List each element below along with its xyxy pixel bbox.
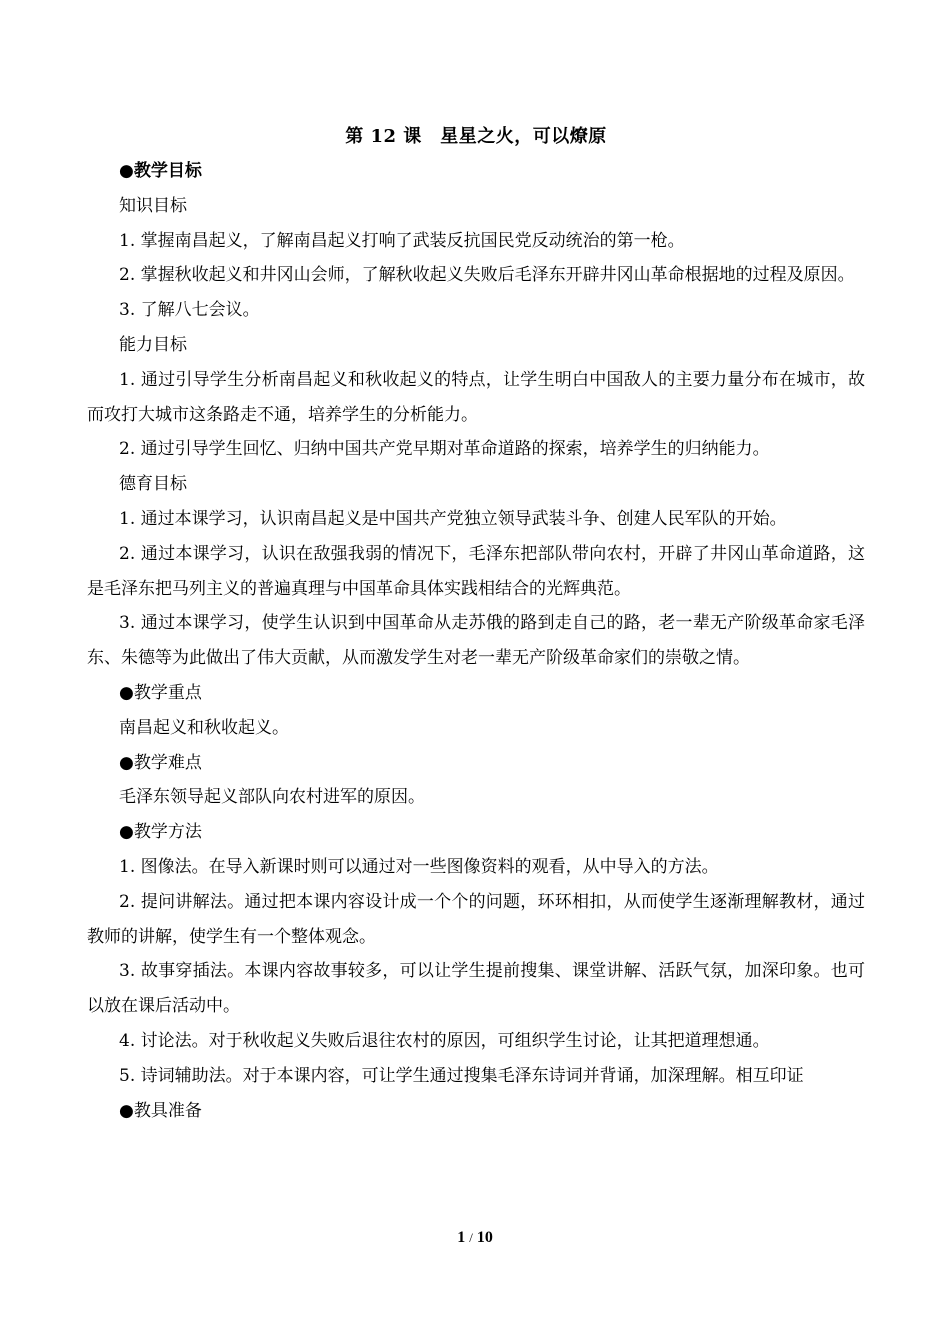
paragraph: 2. 提问讲解法。通过把本课内容设计成一个个的问题，环环相扣，从而使学生逐渐理解教材，通过教师的讲解，使学生有一个整体观念。 (87, 891, 865, 947)
paragraph: 1. 掌握南昌起义，了解南昌起义打响了武装反抗国民党反动统治的第一枪。 (119, 230, 685, 251)
page-number (0, 1226, 950, 1250)
lesson-title: 第 12 课 星星之火，可以燎原 (345, 126, 607, 147)
section-heading-key-points: ●教学重点 (119, 682, 202, 703)
document-body (87, 124, 865, 1128)
section-heading-teaching-goals: ●教学目标 (119, 161, 202, 181)
section-heading-teaching-aids: ●教具准备 (119, 1100, 202, 1121)
total-pages: 10 (476, 1229, 493, 1246)
subheading-ability-goals: 能力目标 (119, 334, 187, 355)
paragraph: 3. 故事穿插法。本课内容故事较多，可以让学生提前搜集、课堂讲解、活跃气氛，加深印象。也可以放在课后活动中。 (87, 961, 865, 1017)
paragraph: 1. 通过本课学习，认识南昌起义是中国共产党独立领导武装斗争、创建人民军队的开始。 (119, 508, 787, 529)
paragraph: 毛泽东领导起义部队向农村进军的原因。 (119, 787, 425, 808)
paragraph: 1. 通过引导学生分析南昌起义和秋收起义的特点，让学生明白中国敌人的主要力量分布在城市，故而攻打大城市这条路走不通，培养学生的分析能力。 (87, 369, 865, 425)
paragraph: 南昌起义和秋收起义。 (119, 717, 289, 738)
section-heading-teaching-methods: ●教学方法 (119, 822, 202, 843)
paragraph: 2. 掌握秋收起义和井冈山会师，了解秋收起义失败后毛泽东开辟井冈山革命根据地的过程及原因。 (119, 265, 855, 286)
current-page: 1 (457, 1229, 466, 1246)
page-separator: / (469, 1230, 473, 1245)
paragraph: 2. 通过引导学生回忆、归纳中国共产党早期对革命道路的探索，培养学生的归纳能力。 (119, 439, 770, 460)
paragraph: 3. 通过本课学习，使学生认识到中国革命从走苏俄的路到走自己的路，老一辈无产阶级革命家毛泽东、朱德等为此做出了伟大贡献，从而激发学生对老一辈无产阶级革命家们的崇敬之情。 (87, 613, 865, 669)
subheading-moral-goals: 德育目标 (119, 474, 187, 495)
paragraph: 5. 诗词辅助法。对于本课内容，可让学生通过搜集毛泽东诗词并背诵，加深理解。相互印证 (119, 1065, 804, 1086)
paragraph: 1. 图像法。在导入新课时则可以通过对一些图像资料的观看，从中导入的方法。 (119, 856, 719, 877)
paragraph: 2. 通过本课学习，认识在敌强我弱的情况下，毛泽东把部队带向农村，开辟了井冈山革命道路，这是毛泽东把马列主义的普遍真理与中国革命具体实践相结合的光辉典范。 (87, 543, 865, 599)
section-heading-difficulties: ●教学难点 (119, 752, 202, 773)
subheading-knowledge-goals: 知识目标 (119, 195, 187, 216)
paragraph: 4. 讨论法。对于秋收起义失败后退往农村的原因，可组织学生讨论，让其把道理想通。 (119, 1030, 770, 1051)
paragraph: 3. 了解八七会议。 (119, 300, 260, 321)
